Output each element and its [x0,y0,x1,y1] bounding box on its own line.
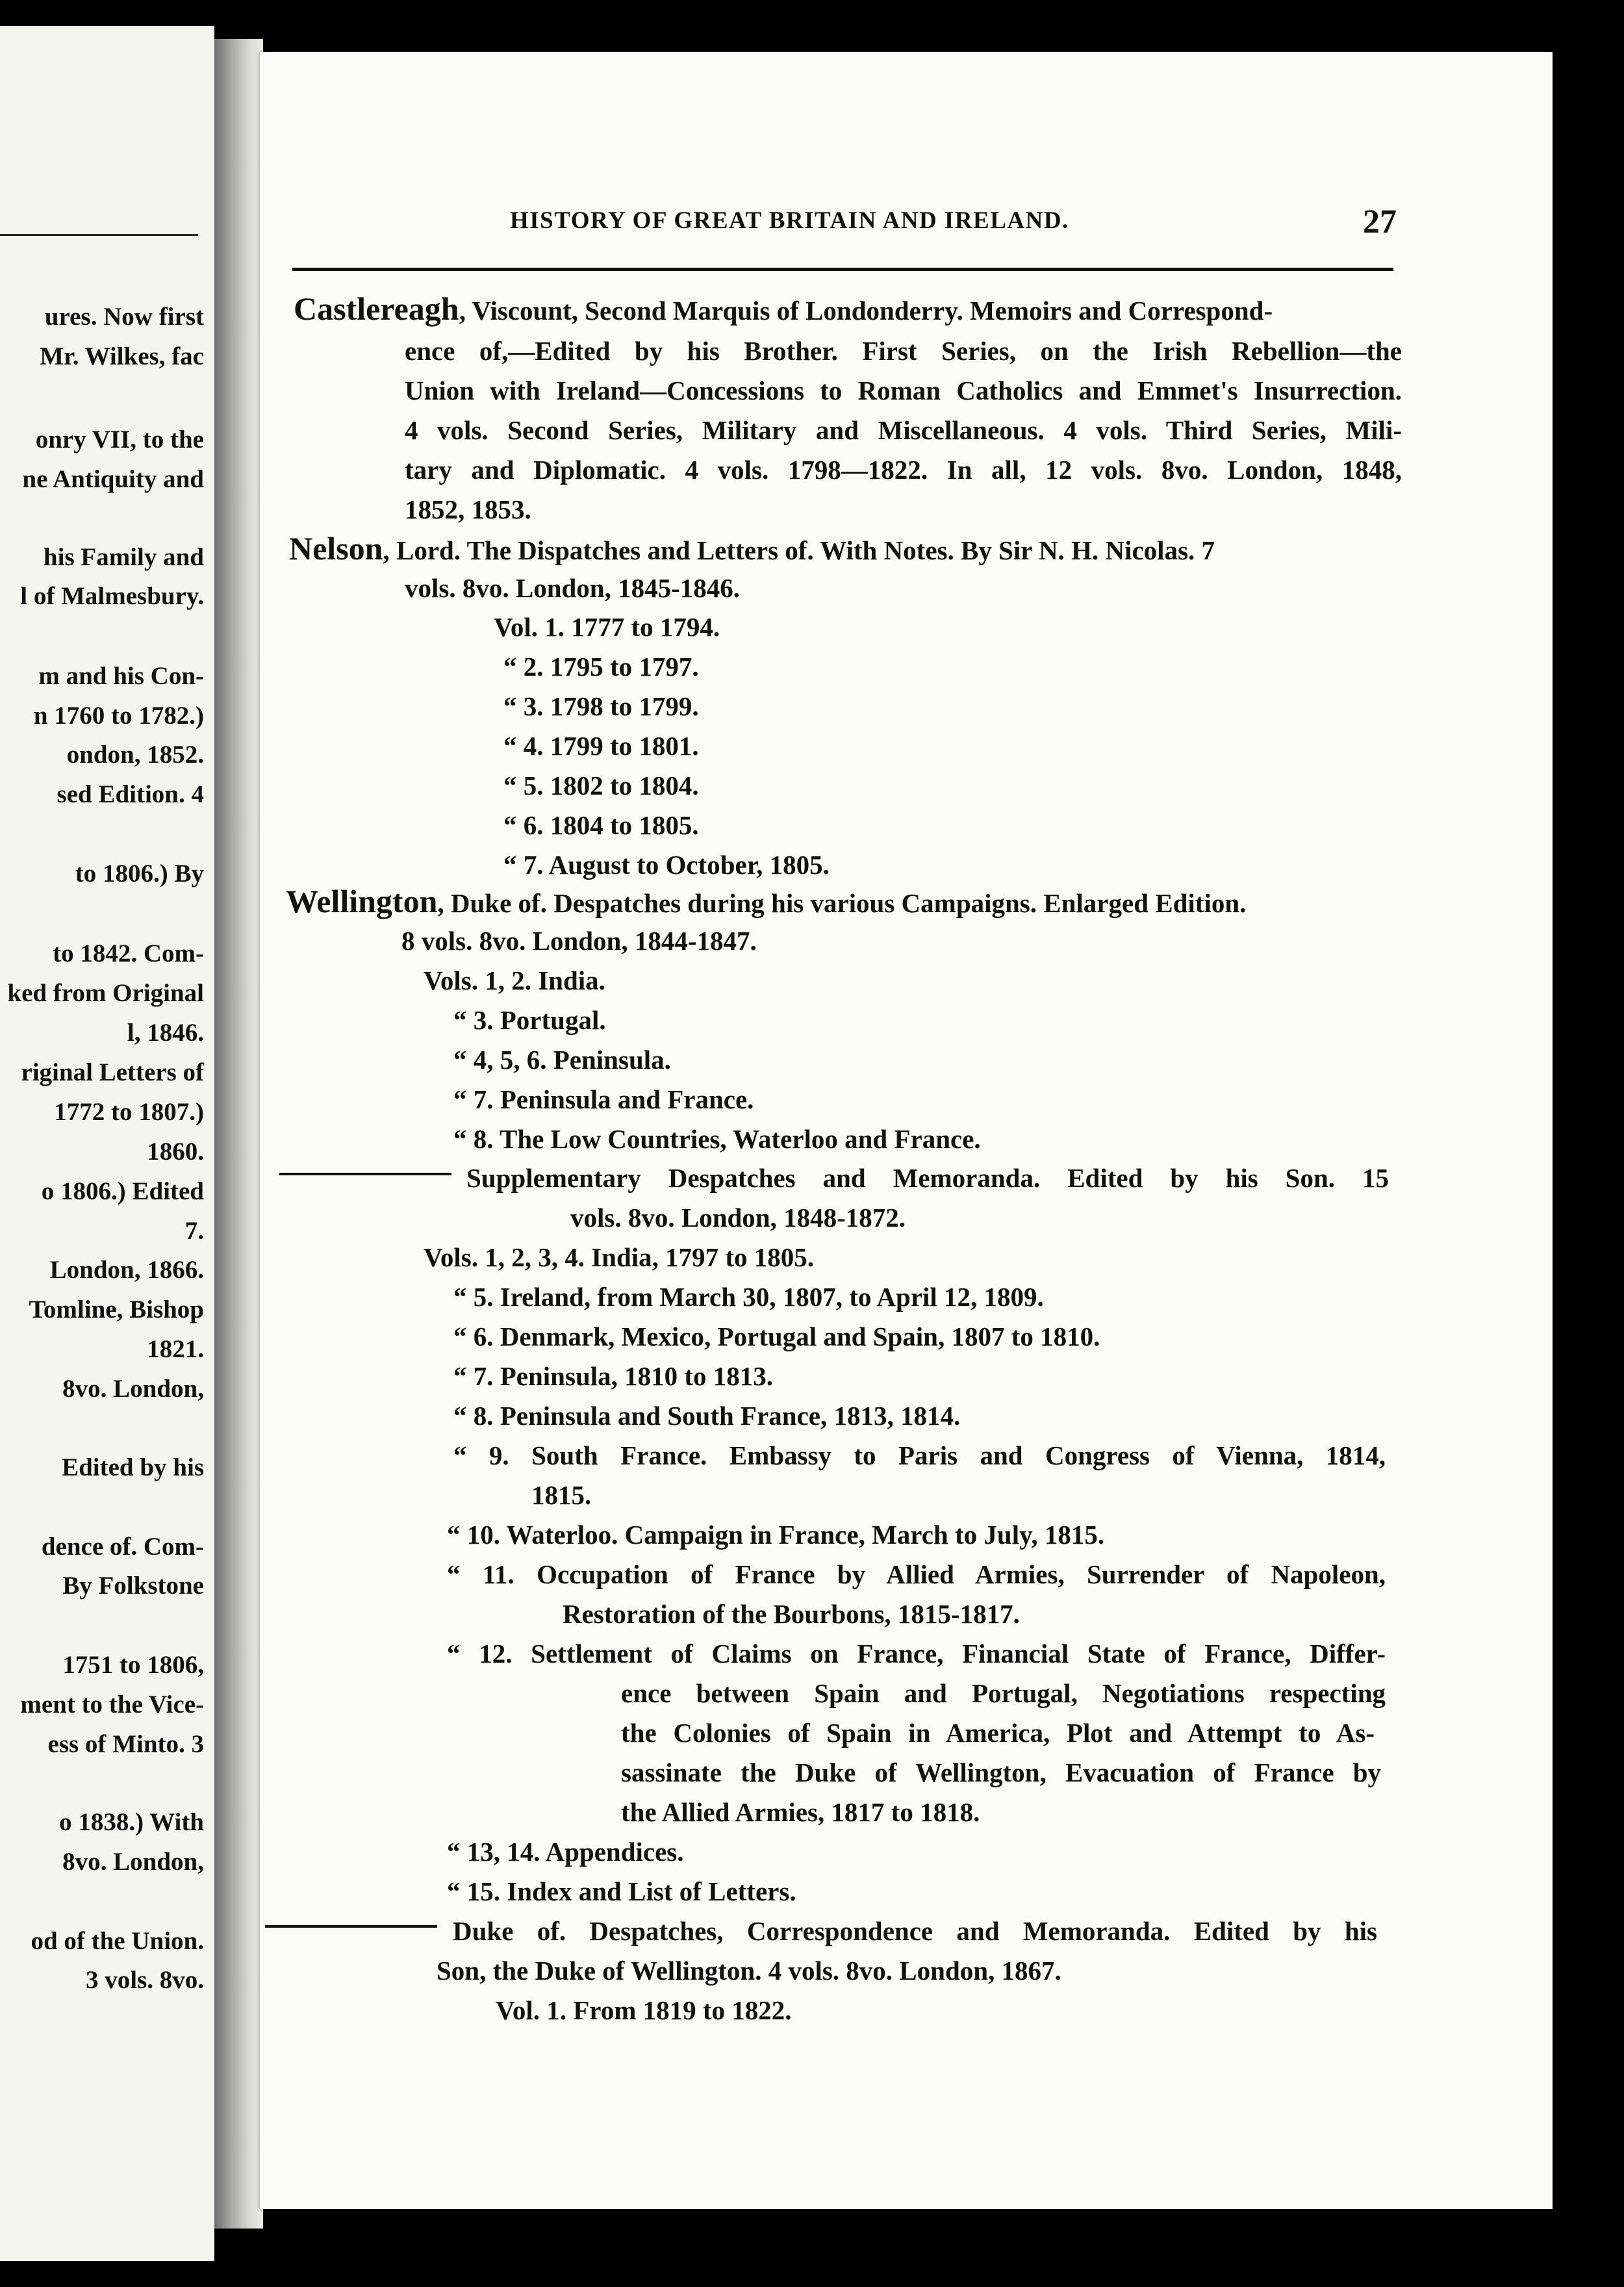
nelson-volume: “ 3. 1798 to 1799. [503,691,699,721]
left-fragment: ked from Original [7,979,204,1007]
supplementary-line-1: Supplementary Despatches and Memoranda. Edited by his Son. 15 [466,1163,1389,1193]
correspondence-volume: Vol. 1. From 1819 to 1822. [496,1995,792,2025]
ditto-rule [265,1925,437,1928]
entry-name-castlereagh: Castlereagh [294,290,459,327]
supplementary-volume-continued: the Allied Armies, 1817 to 1818. [621,1797,980,1827]
supplementary-volume: “ 6. Denmark, Mexico, Portugal and Spain, 1807 to 1810. [453,1322,1100,1351]
left-fragment: 1860. [147,1138,204,1166]
ditto-rule [279,1173,451,1175]
castlereagh-line-5: tary and Diplomatic. 4 vols. 1798—1822. In all, 12 vols. 8vo. London, 1848, [405,455,1402,485]
castlereagh-line-3: Union with Ireland—Concessions to Roman Catholics and Emmet's Insurrection. [405,376,1402,405]
wellington-line-1 [286,885,1397,917]
correspondence-line-1: Duke of. Despatches, Correspondence and Memoranda. Edited by his [453,1916,1377,1946]
supplementary-volume: “ 5. Ireland, from March 30, 1807, to April 12, 1809. [453,1282,1044,1312]
supplementary-volume: “ 12. Settlement of Claims on France, Financial State of France, Differ- [447,1639,1386,1668]
left-fragment: 1821. [147,1335,204,1363]
left-fragment: 7. [184,1217,204,1245]
wellington-volume: “ 8. The Low Countries, Waterloo and France. [453,1124,981,1154]
supplementary-volume-continued: ence between Spain and Portugal, Negotiations respecting [621,1678,1386,1708]
left-fragment: ess of Minto. 3 [47,1730,204,1758]
nelson-volume: “ 2. 1795 to 1797. [503,652,699,682]
left-page-rule [0,234,198,236]
supplementary-volume: “ 8. Peninsula and South France, 1813, 1814. [453,1401,961,1431]
left-page [0,26,214,2261]
left-fragment: 8vo. London, [62,1848,204,1876]
left-fragment: l of Malmesbury. [20,582,204,610]
header-rule [292,268,1393,271]
wellington-volume: “ 3. Portugal. [453,1005,606,1035]
left-fragment: ment to the Vice- [20,1691,204,1718]
left-fragment: to 1806.) By [75,860,204,888]
nelson-volume: “ 5. 1802 to 1804. [503,771,699,800]
page-number: 27 [1363,203,1397,240]
castlereagh-text: , Viscount, Second Marquis of Londonderry. Memoirs and Correspond- [459,296,1273,326]
castlereagh-line-1 [294,292,1395,325]
left-fragment: riginal Letters of [21,1058,204,1086]
supplementary-volume: “ 9. South France. Embassy to Paris and Congress of Vienna, 1814, [453,1440,1386,1470]
wellington-volume: “ 7. Peninsula and France. [453,1084,754,1114]
supplementary-volume-continued: sassinate the Duke of Wellington, Evacuation of France by [621,1757,1381,1787]
wellington-volume: “ 4, 5, 6. Peninsula. [453,1045,671,1075]
left-fragment: onry VII, to the [35,426,204,454]
entry-name-nelson: Nelson [289,530,383,567]
left-fragment: m and his Con- [38,662,204,690]
left-fragment: sed Edition. 4 [57,780,204,808]
supplementary-volume: “ 11. Occupation of France by Allied Armies, Surrender of Napoleon, [447,1559,1386,1589]
supplementary-volume: “ 15. Index and List of Letters. [447,1876,796,1906]
nelson-volume: “ 6. 1804 to 1805. [503,810,699,840]
left-fragment: l, 1846. [127,1019,204,1047]
wellington-text: , Duke of. Despatches during his various Campaigns. Enlarged Edition. [437,888,1247,918]
left-fragment: his Family and [43,543,204,571]
wellington-volume: Vols. 1, 2. India. [424,965,605,995]
left-fragment: 1751 to 1806, [62,1651,204,1679]
nelson-volume: “ 7. August to October, 1805. [503,850,830,880]
left-fragment: By Folkstone [62,1572,204,1600]
book-gutter [214,39,263,2229]
entry-name-wellington: Wellington [286,883,438,919]
left-fragment: n 1760 to 1782.) [33,702,204,730]
left-fragment: Tomline, Bishop [29,1296,204,1323]
left-fragment: to 1842. Com- [53,939,204,967]
left-fragment: Mr. Wilkes, fac [40,342,204,370]
left-fragment: dence of. Com- [41,1533,204,1561]
left-fragment: London, 1866. [49,1256,204,1284]
castlereagh-line-2: ence of,—Edited by his Brother. First Series, on the Irish Rebellion—the [405,336,1402,366]
nelson-volume: “ 4. 1799 to 1801. [503,731,699,761]
supplementary-volume: “ 13, 14. Appendices. [447,1837,684,1867]
left-fragment: ures. Now first [44,303,204,331]
nelson-line-1 [289,532,1400,565]
nelson-text: , Lord. The Dispatches and Letters of. With Notes. By Sir N. H. Nicolas. 7 [383,535,1215,565]
left-fragment: 8vo. London, [62,1375,204,1403]
left-fragment: 1772 to 1807.) [54,1098,204,1126]
left-fragment: o 1806.) Edited [41,1177,204,1205]
left-fragment: Edited by his [62,1453,204,1481]
left-fragment: ondon, 1852. [66,741,204,769]
castlereagh-line-6: 1852, 1853. [405,494,531,524]
left-fragment: ne Antiquity and [22,465,204,493]
running-header: HISTORY OF GREAT BRITAIN AND IRELAND. [510,207,1069,234]
supplementary-volume-continued: the Colonies of Spain in America, Plot and Attempt to As- [621,1718,1375,1748]
left-fragment: o 1838.) With [59,1808,204,1836]
castlereagh-line-4: 4 vols. Second Series, Military and Miscellaneous. 4 vols. Third Series, Mili- [405,415,1402,445]
supplementary-volume-continued: 1815. [531,1480,592,1510]
supplementary-line-2: vols. 8vo. London, 1848-1872. [570,1203,906,1233]
supplementary-volume: Vols. 1, 2, 3, 4. India, 1797 to 1805. [424,1242,815,1272]
supplementary-volume: “ 10. Waterloo. Campaign in France, March to July, 1815. [447,1520,1105,1550]
nelson-line-2: vols. 8vo. London, 1845-1846. [405,573,741,603]
wellington-line-2: 8 vols. 8vo. London, 1844-1847. [401,926,757,956]
left-fragment: od of the Union. [31,1927,204,1955]
left-fragment: 3 vols. 8vo. [85,1966,204,1994]
nelson-volume: Vol. 1. 1777 to 1794. [494,612,720,642]
correspondence-line-2: Son, the Duke of Wellington. 4 vols. 8vo. London, 1867. [437,1956,1061,1986]
supplementary-volume: “ 7. Peninsula, 1810 to 1813. [453,1361,774,1391]
supplementary-volume-continued: Restoration of the Bourbons, 1815-1817. [563,1599,1020,1629]
